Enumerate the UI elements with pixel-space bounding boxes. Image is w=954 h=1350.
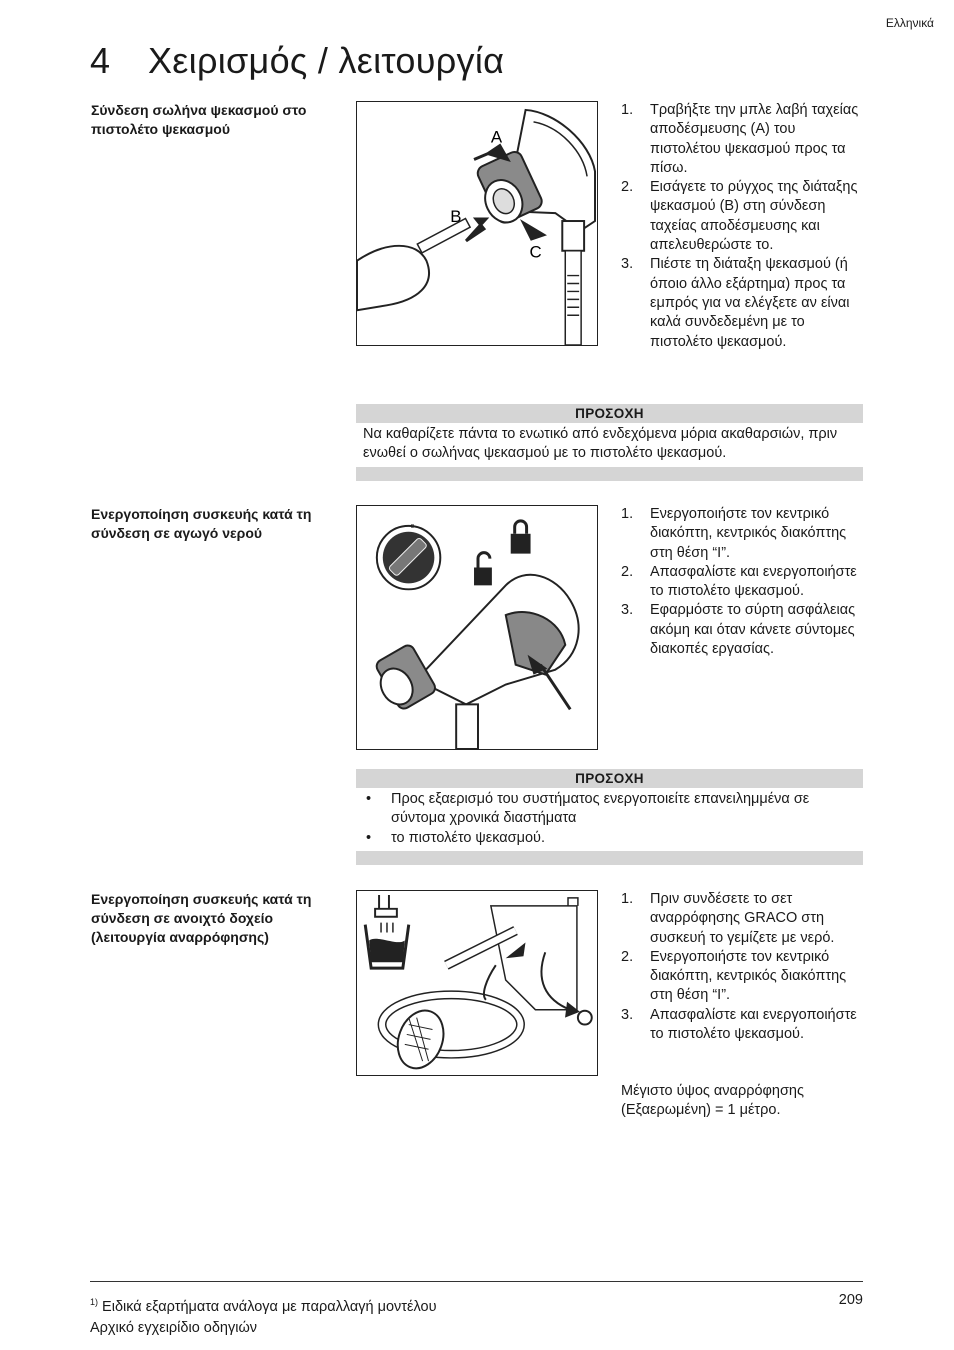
language-label: Ελληνικά: [885, 16, 934, 30]
unlock-icon: [474, 553, 492, 586]
caution-label: ΠΡΟΣΟΧΗ: [356, 404, 863, 423]
caution-box-2: [356, 769, 863, 865]
footer-notes: [90, 1292, 437, 1339]
hose-gun-illustration: [357, 102, 597, 345]
list-item: 1. Ενεργοποιήστε τον κεντρικό διακόπτη, κεντρικός διακόπτης στη θέση “I”.: [621, 506, 847, 561]
footnote: $^{1)}$ Ειδικά εξαρτήματα ανάλογα με παραλλαγή μοντέλου: [90, 1297, 437, 1315]
steps-hose-connection: [621, 101, 866, 352]
caution-footer-bar: [356, 851, 863, 865]
figure-label-c: C: [529, 242, 542, 262]
footer-divider: [90, 1281, 863, 1282]
figure-hose-to-gun: [356, 101, 598, 346]
footnote-mark: 1): [90, 1297, 99, 1307]
suction-illustration: [357, 891, 597, 1075]
svg-text:o: o: [410, 522, 415, 530]
list-item: 2. Εισάγετε το ρύγχος της διάταξης ψεκασμού (B) στη σύνδεση ταχείας αποδέσμευσης και απελευθερώστε το.: [621, 179, 858, 254]
caution-label: ΠΡΟΣΟΧΗ: [356, 769, 863, 788]
caution-footer-bar: [356, 467, 863, 481]
gun-activation-illustration: [357, 506, 597, 749]
list-item: 2. Ενεργοποιήστε τον κεντρικό διακόπτη, κεντρικός διακόπτης στη θέση “I”.: [621, 948, 847, 1004]
list-item: 3. Εφαρμόστε το σύρτη ασφάλειας ακόμη και όταν κάνετε σύντομες διακοπές εργασίας.: [621, 602, 856, 658]
list-item: • το πιστολέτο ψεκασμού.: [363, 829, 857, 848]
chapter-heading: [90, 40, 504, 82]
container-icon: [365, 895, 409, 968]
list-item: • Προς εξαερισμό του συστήματος ενεργοποιείτε επανειλημμένα σε σύντομα χρονικά διαστήματα: [363, 790, 857, 829]
page-number: 209: [838, 1292, 863, 1308]
list-item: 3. Πιέστε τη διάταξη ψεκασμού (ή όποιο άλλο εξάρτημα) προς τα εμπρός για να ελέγξετε αν είναι καλά συνδεδεμένη με το πιστολέτο ψεκασμού.: [621, 256, 850, 350]
list-item: 3. Απασφαλίστε και ενεργοποιήστε το πιστολέτο ψεκασμού.: [621, 1006, 857, 1043]
steps-water-supply: [621, 505, 866, 659]
figure-gun-activation: [356, 505, 598, 750]
figure-suction-mode: [356, 890, 598, 1076]
caution-text: Να καθαρίζετε πάντα το ενωτικό από ενδεχόμενα μόρια ακαθαρσιών, πριν ενωθεί ο σωλήνας ψεκασμού με το πιστολέτο ψεκασμού.: [363, 426, 838, 462]
list-item: 2. Απασφαλίστε και ενεργοποιήστε το πιστολέτο ψεκασμού.: [621, 563, 857, 600]
lock-icon: [511, 521, 531, 554]
section-title-open-container: Ενεργοποίηση συσκευής κατά τη σύνδεση σε ανοιχτό δοχείο (λειτουργία αναρρόφησης): [91, 891, 312, 945]
figure-label-b: B: [450, 207, 462, 227]
chapter-number: 4: [90, 40, 111, 81]
caution-bullets: [356, 788, 863, 851]
list-item: 1. Πριν συνδέσετε το σετ αναρρόφησης GRACO στη συσκευή το γεμίζετε με νερό.: [621, 891, 835, 946]
figure-label-a: A: [490, 127, 503, 147]
section-title-hose-connection: Σύνδεση σωλήνα ψεκασμού στο πιστολέτο ψεκασμού: [91, 102, 307, 137]
section-title-water-supply: Ενεργοποίηση συσκευής κατά τη σύνδεση σε αγωγό νερού: [91, 506, 312, 541]
manual-title: Αρχικό εγχειρίδιο οδηγιών: [90, 1319, 258, 1336]
caution-box-1: [356, 404, 863, 481]
steps-open-container: [621, 890, 866, 1044]
list-item: 1. Τραβήξτε την μπλε λαβή ταχείας αποδέσμευσης (A) του πιστολέτου ψεκασμού προς τα πίσω.: [621, 102, 859, 176]
suction-height-note: Μέγιστο ύψος αναρρόφησης (Εξαερωμένη) = 1 μέτρο.: [621, 1083, 804, 1119]
chapter-title: Χειρισμός / λειτουργία: [148, 40, 505, 81]
